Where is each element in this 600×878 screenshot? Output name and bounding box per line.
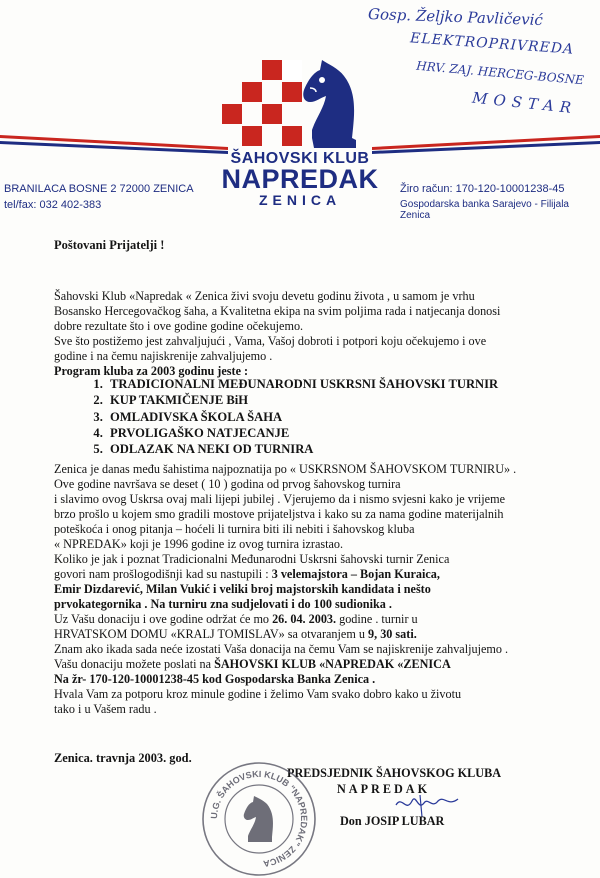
paragraph-line: prvokategornika . Na turniru zna sudjelovati i do 100 sudionika . [54,597,392,611]
paragraph-line: Šahovski Klub «Napredak « Zenica živi svoju devetu godinu života , u samom je vrhu [54,289,475,303]
paragraph-line [54,612,418,627]
program-item: 3. OMLADIVSKA ŠKOLA ŠAHA [106,409,498,425]
paragraph-line: « NPREDAK» koji je 1996 godine iz ovog turnira izrastao. [54,537,344,551]
paragraph-line: Emir Dizdarević, Milan Vukić i veliki broj majstorskih kandidata i nešto [54,582,431,596]
paragraph-line [54,567,440,582]
handwritten-company: ELEKTROPRIVREDA [409,30,575,58]
salutation: Poštovani Prijatelji ! [54,238,165,252]
paragraph-line: poteškoća i onog pitanja – hoćeli li turnira biti ili nebiti i šahovskog kluba [54,522,415,536]
paragraph-line: Ove godine navršava se deset ( 10 ) godina od prvog šahovskog turnira [54,477,401,491]
paragraph-line: Bosansko Hercegovačkog šaha, a Kvalitetna ekipa na svim poljima rada i natjecanja donosi [54,304,501,318]
signature-title: PREDSJEDNIK ŠAHOVSKOG KLUBA [287,766,501,780]
paragraph-line: Znam ako ikada sada neće izostati Vaša donacija na čemu Vam se najiskrenije zahvaljujemo . [54,642,509,656]
paragraph-line: Zenica je danas među šahistima najpoznatija po « USKRSNOM ŠAHOVSKOM TURNIRU» . [54,462,517,476]
tournament-time: 9, 30 sati. [368,627,417,641]
paragraph-line: i slavimo ovog Uskrsa ovaj mali lijepi jubilej . Vjerujemo da i nismo svjesni kako je vrijeme [54,492,505,506]
signature-club: NAPREDAK [337,782,431,796]
chess-knight-logo-icon [300,58,362,150]
program-item: 2. KUP TAKMIČENJE BiH [106,392,498,408]
club-stamp-icon [200,760,318,878]
handwritten-recipient: Gosp. Željko Pavličević [367,4,544,30]
club-name: NAPREDAK [221,164,379,194]
program-item: 4. PRVOLIGAŠKO NATJECANJE [106,425,498,441]
paragraph-line: godine i na čemu najiskrenije zahvaljujemo . [54,349,273,363]
club-city: ZENICA [258,192,342,208]
program-item: 5. ODLAZAK NA NEKI OD TURNIRA [106,441,498,457]
paragraph-text: godine . turnir u [336,612,418,626]
bank-account: Žiro račun: 170-120-10001238-45 [400,183,565,195]
paragraph-text: govori nam prošlogodišnji kad su nastupili : [54,567,272,581]
paragraph-text: Vašu donaciju možete poslati na [54,657,215,671]
club-address: BRANILACA BOSNE 2 72000 ZENICA [4,183,194,195]
program-list [78,376,498,457]
club-phone: tel/fax: 032 402-383 [4,199,102,211]
paragraph-bold-text: ŠAHOVSKI KLUB «NAPREDAK «ZENICA [214,657,451,671]
checkerboard-logo-icon [220,60,304,148]
club-prefix: ŠAHOVSKI KLUB [230,150,370,167]
signature-name: Don JOSIP LUBAR [340,814,445,828]
paragraph-line: tako i u Vašem radu . [54,702,157,716]
paragraph-line: Sve što postižemo jest zahvaljujući , Vama, Vašoj dobroti i potpori koju očekujemo i ove [54,334,487,348]
paragraph-line: brzo prošlo u kojem smo gradili mostove prijateljstva i kako su za nama godine materijalnih [54,507,504,521]
paragraph-line: Koliko je jak i poznat Tradicionalni Međunarodni Uskrsni šahovski turnir Zenica [54,552,450,566]
tournament-date: 26. 04. 2003. [272,612,337,626]
handwritten-region: HRV. ZAJ. HERCEG-BOSNE [415,58,585,88]
paragraph-line [54,657,451,672]
closing-place-date: Zenica. travnja 2003. god. [54,751,192,765]
stamp-text: U.G. ŠAHOVSKI KLUB "NAPREDAK" ZENICA [208,768,310,869]
paragraph-line [54,627,417,642]
paragraph-line: Hvala Vam za potporu kroz minule godine i želimo Vam svako dobro kako u životu [54,687,462,701]
bank-details-line: Na žr- 170-120-10001238-45 kod Gospodarska Banka Zenica . [54,672,376,686]
paragraph-bold-text: 3 velemajstora – Bojan Kuraica, [271,567,440,581]
paragraph-text: HRVATSKOM DOMU «KRALJ TOMISLAV» sa otvaranjem u [54,627,368,641]
program-heading: Program kluba za 2003 godinu jeste : [54,364,249,378]
bank-name: Gospodarska banka Sarajevo - Filijala Zenica [400,199,569,221]
handwritten-city: MOSTAR [471,88,578,118]
paragraph-text: Uz Vašu donaciju i ove godine održat će mo [54,612,273,626]
program-item: 1. TRADICIONALNI MEĐUNARODNI USKRSNI ŠAHOVSKI TURNIR [106,376,498,392]
paragraph-line: dobre rezultate što i ove godine godine očekujemo. [54,319,304,333]
